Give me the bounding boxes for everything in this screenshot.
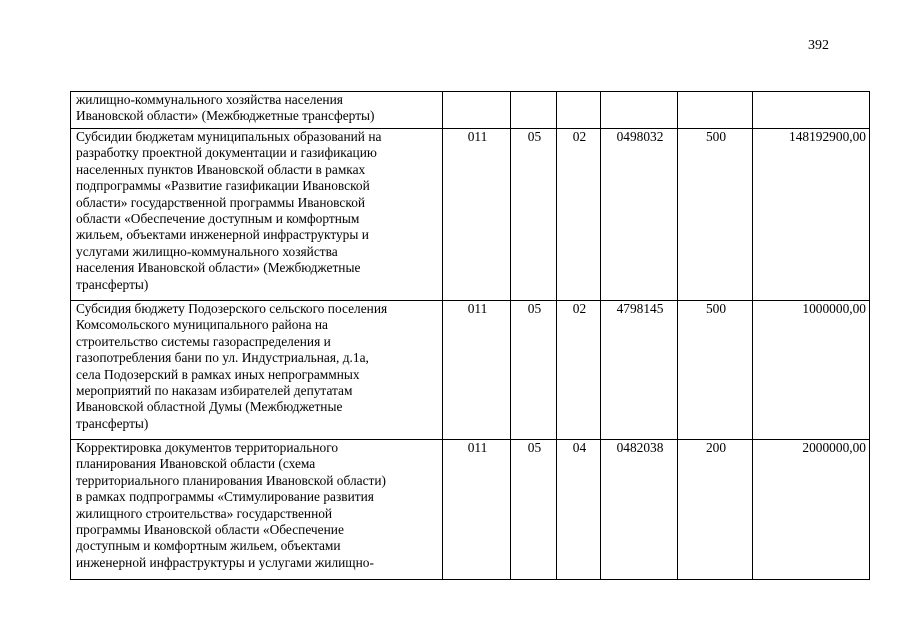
amount-cell — [753, 92, 870, 129]
description-line: инженерной инфраструктуры и услугами жилищно- — [76, 554, 374, 570]
section-code-cell: 05 — [511, 129, 557, 301]
description-line: области «Обеспечение доступным и комфортным — [76, 211, 360, 227]
subsection-code-cell: 04 — [557, 440, 601, 580]
description-line: территориального планирования Ивановской области) — [76, 472, 387, 488]
description-line: населенных пунктов Ивановской области в рамках — [76, 161, 366, 177]
section-code-cell: 05 — [511, 301, 557, 440]
table-row — [71, 301, 870, 440]
page-number: 392 — [808, 38, 829, 53]
ministry-code-cell: 011 — [443, 129, 511, 301]
description-line: доступным и комфортным жильем, объектами — [76, 538, 341, 554]
subsection-code-cell: 02 — [557, 301, 601, 440]
budget-table — [70, 91, 870, 580]
description-line: разработку проектной документации и газификацию — [76, 145, 377, 161]
description-line: газопотребления бани по ул. Индустриальная, д.1а, — [76, 350, 369, 366]
expense-type-cell: 500 — [678, 301, 753, 440]
description-line: жилищно-коммунального хозяйства населения — [76, 92, 343, 107]
expense-type-cell: 500 — [678, 129, 753, 301]
description-line: программы Ивановской области «Обеспечение — [76, 522, 344, 538]
ministry-code-cell: 011 — [443, 440, 511, 580]
description-line: мероприятий по наказам избирателей депутатам — [76, 383, 353, 399]
description-line: в рамках подпрограммы «Стимулирование развития — [76, 489, 374, 505]
amount-cell: 1000000,00 — [753, 301, 870, 440]
description-line: Ивановской областной Думы (Межбюджетные — [76, 399, 343, 415]
description-line: трансферты) — [76, 276, 149, 292]
expense-type-cell: 200 — [678, 440, 753, 580]
subsection-code-cell — [557, 92, 601, 129]
ministry-code-cell — [443, 92, 511, 129]
table-row — [71, 129, 870, 301]
description-line: жилищного строительства» государственной — [76, 505, 333, 521]
row-description — [71, 129, 443, 301]
target-item-cell: 0482038 — [601, 440, 678, 580]
description-line: Субсидия бюджету Подозерского сельского поселения — [76, 301, 388, 316]
target-item-cell: 4798145 — [601, 301, 678, 440]
section-code-cell — [511, 92, 557, 129]
target-item-cell — [601, 92, 678, 129]
description-line: населения Ивановской области» (Межбюджетные — [76, 260, 361, 276]
section-code-cell: 05 — [511, 440, 557, 580]
description-line: Корректировка документов территориального — [76, 440, 339, 455]
amount-cell: 148192900,00 — [753, 129, 870, 301]
description-line: услугами жилищно-коммунального хозяйства — [76, 243, 338, 259]
description-line: жильем, объектами инженерной инфраструктуры и — [76, 227, 369, 243]
ministry-code-cell: 011 — [443, 301, 511, 440]
table-row — [71, 92, 870, 129]
amount-cell: 2000000,00 — [753, 440, 870, 580]
table-row — [71, 440, 870, 580]
table-body — [71, 92, 870, 580]
description-line: планирования Ивановской области (схема — [76, 456, 316, 472]
description-line: Субсидии бюджетам муниципальных образований на — [76, 129, 382, 144]
target-item-cell: 0498032 — [601, 129, 678, 301]
description-line: трансферты) — [76, 415, 149, 431]
expense-type-cell — [678, 92, 753, 129]
description-line: строительство системы газораспределения и — [76, 333, 331, 349]
description-line: села Подозерский в рамках иных непрограммных — [76, 366, 360, 382]
subsection-code-cell: 02 — [557, 129, 601, 301]
row-description — [71, 301, 443, 440]
row-description — [71, 92, 443, 129]
description-line: подпрограммы «Развитие газификации Ивановской — [76, 178, 370, 194]
description-line: области» государственной программы Ивановской — [76, 194, 366, 210]
description-line: Комсомольского муниципального района на — [76, 317, 328, 333]
description-line: Ивановской области» (Межбюджетные трансферты) — [76, 108, 375, 124]
row-description — [71, 440, 443, 580]
